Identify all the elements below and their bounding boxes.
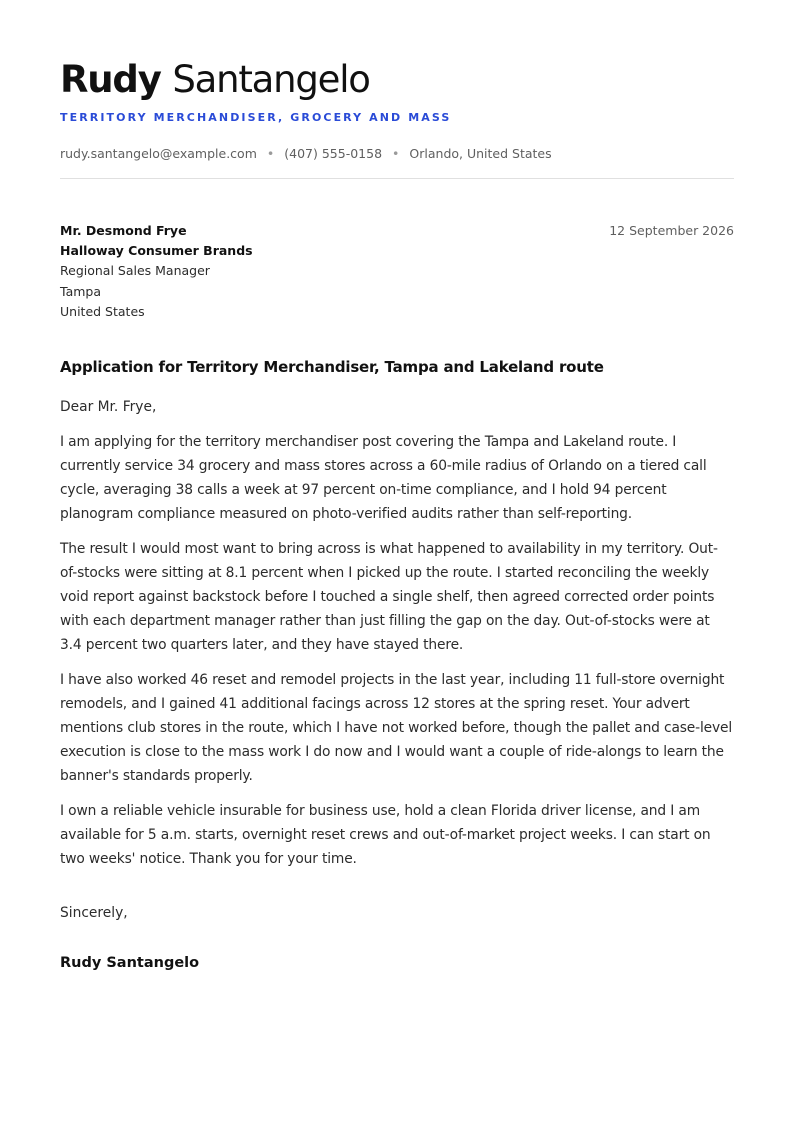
contact-separator: •: [392, 146, 400, 161]
contact-email: rudy.santangelo@example.com: [60, 146, 257, 161]
letter-subject: Application for Territory Merchandiser, Tampa and Lakeland route: [60, 358, 604, 377]
contact-separator: •: [266, 146, 275, 161]
header-divider: [60, 178, 734, 179]
recipient-name: Mr. Desmond Frye: [60, 223, 187, 238]
recipient-country: United States: [60, 303, 145, 319]
contact-line: [60, 145, 734, 163]
applicant-job-title: TERRITORY MERCHANDISER, GROCERY AND MASS: [60, 111, 452, 124]
body-paragraph: I own a reliable vehicle insurable for business use, hold a clean Florida driver license, and I am available for 5 a.m. starts, overnight reset crews and out-of-market project weeks. I can start on two weeks' notice. Thank you for your time.: [60, 803, 711, 868]
applicant-last-name: Santangelo: [172, 58, 370, 101]
letter-header: [60, 0, 734, 179]
recipient-city: Tampa: [60, 283, 101, 299]
contact-location: Orlando, United States: [409, 146, 552, 161]
letter-salutation: Dear Mr. Frye,: [60, 399, 157, 416]
body-paragraph: The result I would most want to bring across is what happened to availability in my territory. Out-of-stocks were sitting at 8.1 percent when I picked up the route. I started reconciling the weekly void report against backstock before I touched a single shelf, then agreed corrected order points with each department manager rather than just filling the gap on the day. Out-of-stocks were at 3.4 percent two quarters later, and they have stayed there.: [60, 541, 718, 654]
applicant-first-name: Rudy: [60, 58, 161, 101]
body-paragraph: I am applying for the territory merchandiser post covering the Tampa and Lakeland route. I currently service 34 grocery and mass stores across a 60-mile radius of Orlando on a tiered call cycle, averaging 38 calls a week at 97 percent on-time compliance, and I hold 94 percent planogram compliance measured on photo-verified audits rather than self-reporting.: [60, 434, 707, 523]
body-paragraph: I have also worked 46 reset and remodel projects in the last year, including 11 full-store overnight remodels, and I gained 41 additional facings across 12 stores at the spring reset. Your advert mentions club stores in the route, which I have not worked before, though the pallet and case-level execution is close to the mass work I do now and I would want a couple of ride-alongs to learn the banner's standards properly.: [60, 672, 733, 785]
contact-phone: (407) 555-0158: [284, 146, 383, 161]
recipient-block: [60, 221, 253, 322]
letter-closing: Sincerely,: [60, 905, 128, 922]
letter-signature: Rudy Santangelo: [60, 955, 200, 972]
recipient-company: Halloway Consumer Brands: [60, 243, 253, 259]
letter-date: 12 September 2026: [609, 223, 734, 238]
recipient-role: Regional Sales Manager: [60, 263, 210, 279]
applicant-name: [60, 58, 734, 102]
letter-meta: [60, 221, 734, 322]
